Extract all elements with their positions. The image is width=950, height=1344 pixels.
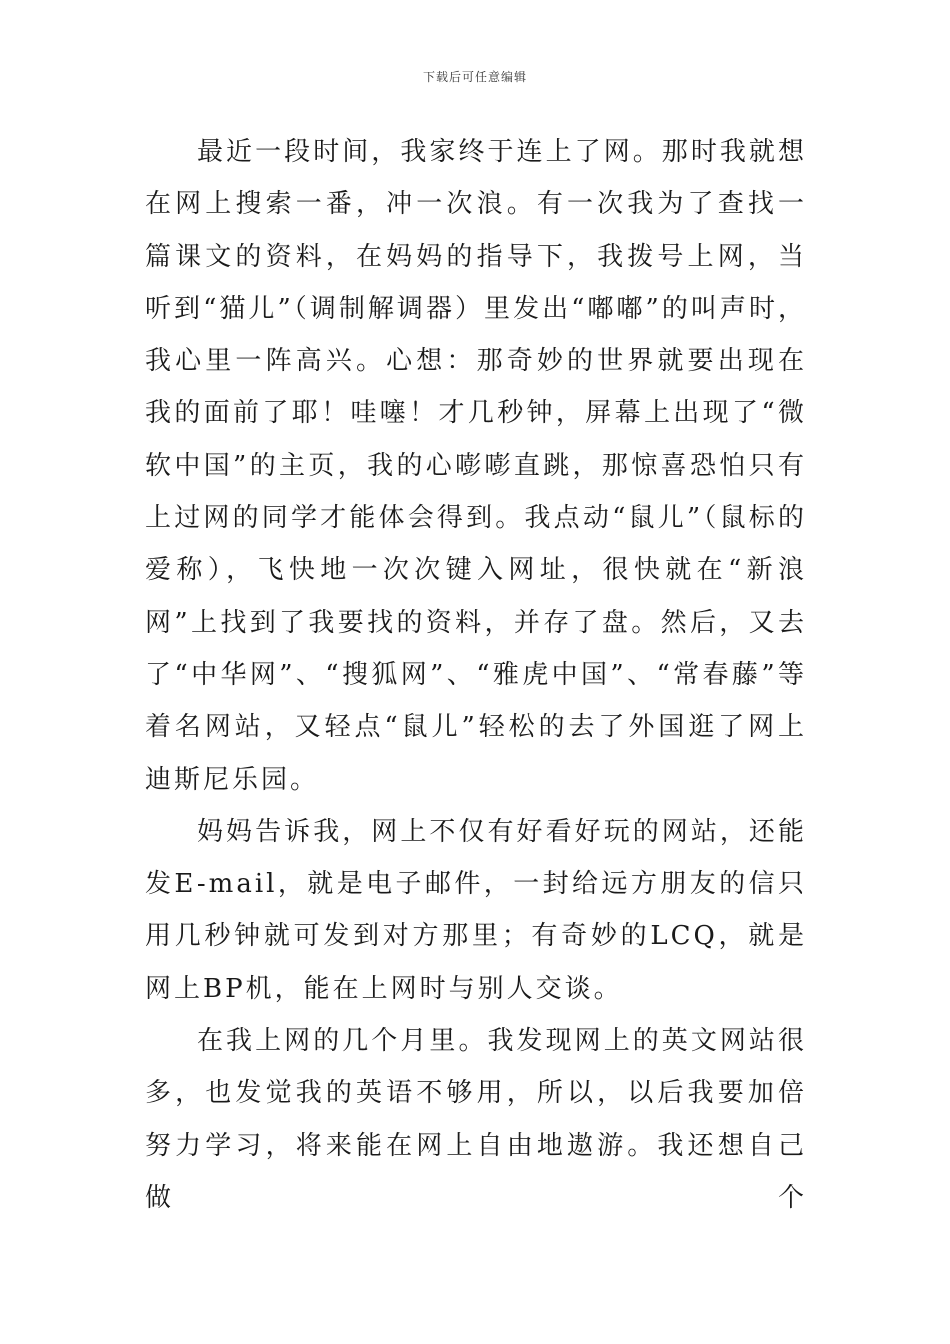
paragraph-1: 最近一段时间，我家终于连上了网。那时我就想在网上搜索一番，冲一次浪。有一次我为了查找一篇课文的资料，在妈妈的指导下，我拨号上网，当听到“猫儿”（调制解调器）里发出“嘟嘟”的叫声时，我心里一阵高兴。心想：那奇妙的世界就要出现在我的面前了耶！哇噻！才几秒钟，屏幕上出现了“微软中国”的主页，我的心嘭嘭直跳，那惊喜恐怕只有上过网的同学才能体会得到。我点动“鼠儿”（鼠标的爱称），飞快地一次次键入网址，很快就在“新浪网”上找到了我要找的资料，并存了盘。然后，又去了“中华网”、“搜狐网”、“雅虎中国”、“常春藤”等着名网站，又轻点“鼠儿”轻松的去了外国逛了网上迪斯尼乐园。: [145, 137, 807, 795]
paragraph-2: 妈妈告诉我，网上不仅有好看好玩的网站，还能发E-mail，就是电子邮件，一封给远方朋友的信只用几秒钟就可发到对方那里；有奇妙的LCQ，就是网上BP机，能在上网时与别人交谈。: [145, 816, 807, 1004]
header-note: 下载后可任意编辑: [422, 70, 527, 84]
paragraph-3: 在我上网的几个月里。我发现网上的英文网站很多，也发觉我的英语不够用，所以，以后我要加倍努力学习，将来能在网上自由地遨游。我还想自己做个: [145, 1026, 807, 1213]
document-body: [145, 126, 807, 1224]
